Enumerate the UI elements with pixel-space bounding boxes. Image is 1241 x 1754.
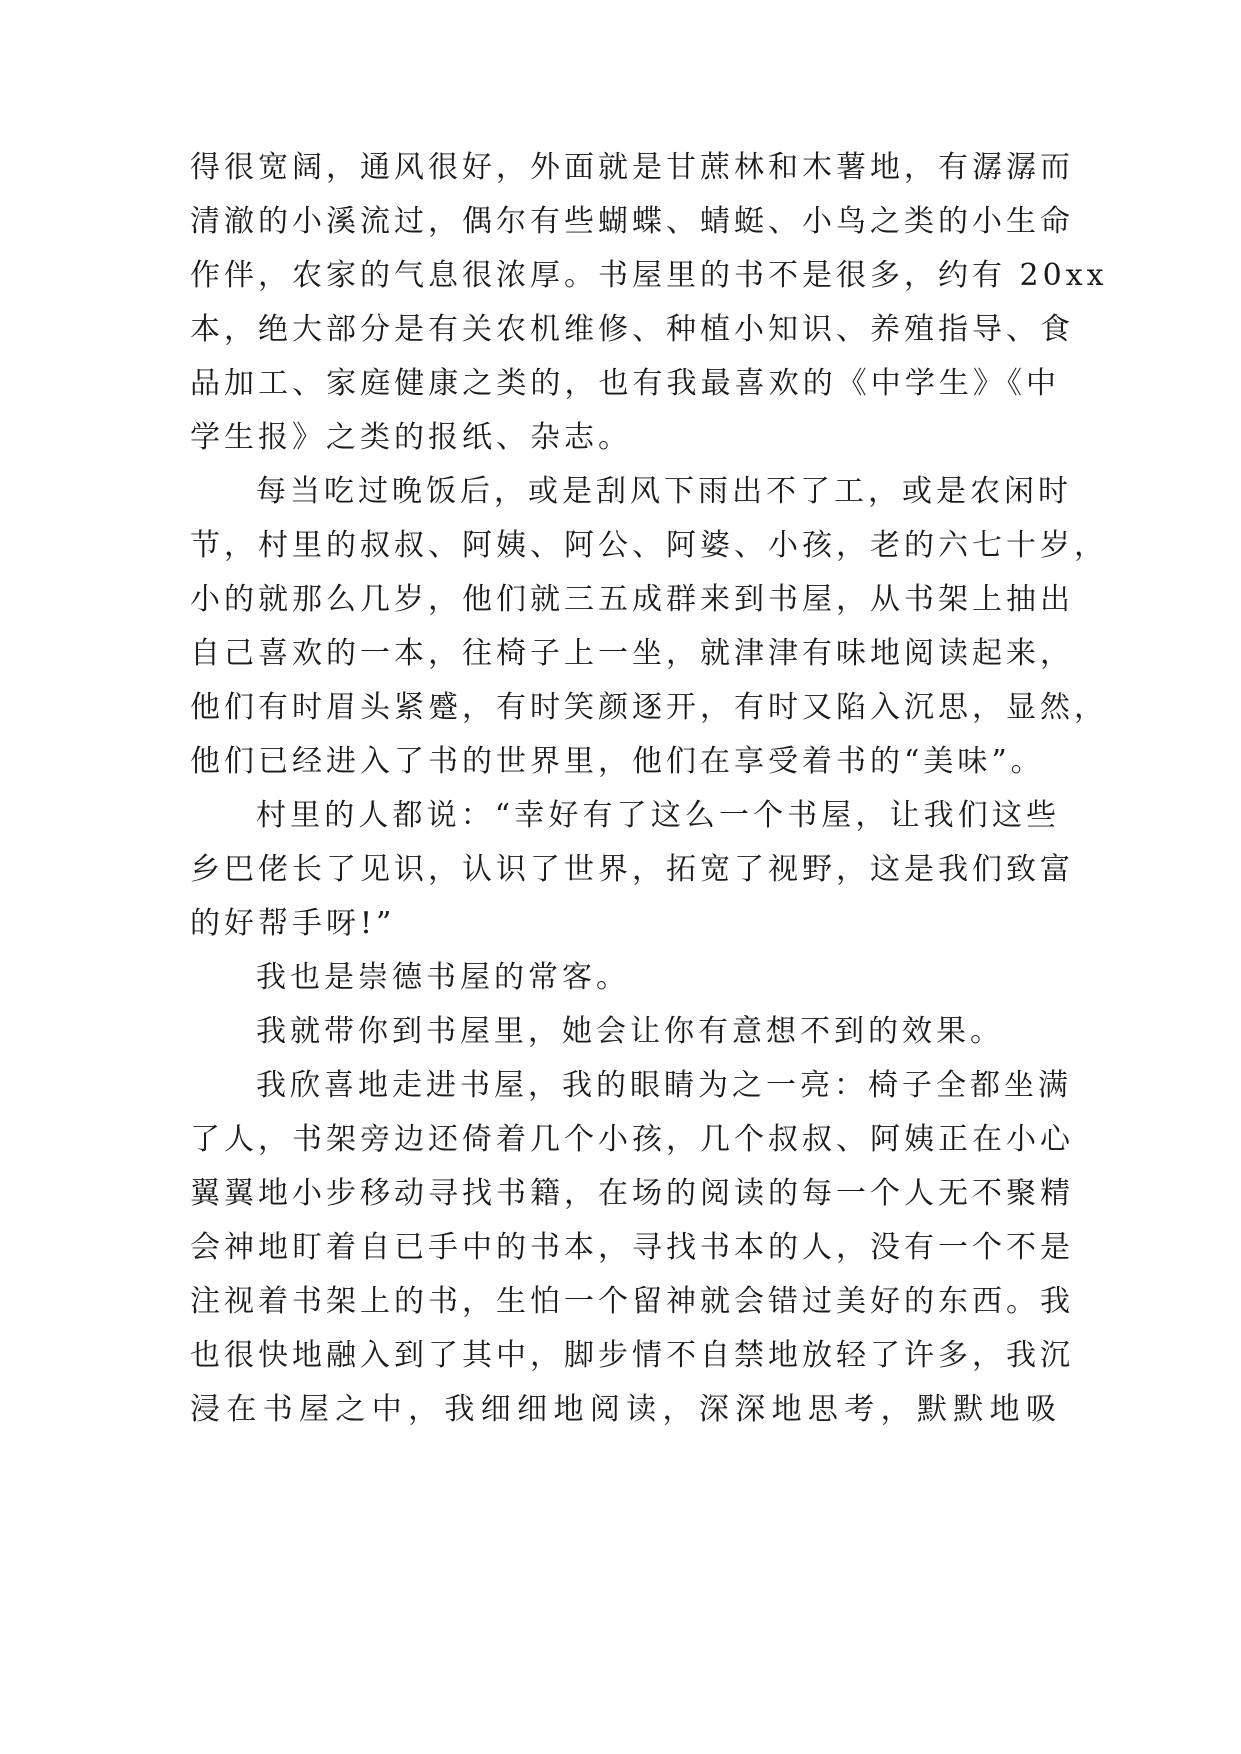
text-line: 得很宽阔，通风很好，外面就是甘蔗林和木薯地，有潺潺而 <box>190 150 1074 185</box>
text-line: 本，绝大部分是有关农机维修、种植小知识、养殖指导、食 <box>190 312 1074 347</box>
text-line: 节，村里的叔叔、阿姨、阿公、阿婆、小孩，老的六七十岁， <box>190 528 1108 563</box>
text-line: 了人，书架旁边还倚着几个小孩，几个叔叔、阿姨正在小心 <box>190 1122 1074 1157</box>
text-line: 也很快地融入到了其中，脚步情不自禁地放轻了许多，我沉 <box>190 1338 1074 1373</box>
paragraph-first-line: 我欣喜地走进书屋，我的眼睛为之一亮：椅子全都坐满 <box>256 1068 1072 1103</box>
text-line: 清澈的小溪流过，偶尔有些蝴蝶、蜻蜓、小鸟之类的小生命 <box>190 204 1074 239</box>
text-line: 的好帮手呀!” <box>190 906 396 941</box>
text-line: 注视着书架上的书，生怕一个留神就会错过美好的东西。我 <box>190 1284 1074 1319</box>
text-line: 自己喜欢的一本，往椅子上一坐，就津津有味地阅读起来， <box>190 636 1074 671</box>
paragraph-first-line: 村里的人都说：“幸好有了这么一个书屋，让我们这些 <box>256 798 1060 833</box>
text-line: 他们已经进入了书的世界里，他们在享受着书的“美味”。 <box>190 744 1045 779</box>
text-line: 翼翼地小步移动寻找书籍，在场的阅读的每一个人无不聚精 <box>190 1176 1074 1211</box>
text-line: 小的就那么几岁，他们就三五成群来到书屋，从书架上抽出 <box>190 582 1074 617</box>
paragraph-first-line: 我也是崇德书屋的常客。 <box>256 960 630 995</box>
text-line: 学生报》之类的报纸、杂志。 <box>190 420 632 455</box>
paragraph-first-line: 每当吃过晚饭后，或是刮风下雨出不了工，或是农闲时 <box>256 474 1072 509</box>
text-line: 品加工、家庭健康之类的，也有我最喜欢的《中学生》《中 <box>190 366 1060 401</box>
text-line: 乡巴佬长了见识，认识了世界，拓宽了视野，这是我们致富 <box>190 852 1074 887</box>
text-line: 浸在书屋之中，我细细地阅读，深深地思考，默默地吸 <box>190 1392 1060 1427</box>
paragraph-first-line: 我就带你到书屋里，她会让你有意想不到的效果。 <box>256 1014 1004 1049</box>
text-line: 会神地盯着自已手中的书本，寻找书本的人，没有一个不是 <box>190 1230 1074 1265</box>
text-line: 他们有时眉头紧蹙，有时笑颜逐开，有时又陷入沉思，显然， <box>190 690 1108 725</box>
text-line: 作伴，农家的气息很浓厚。书屋里的书不是很多，约有 20xx <box>190 258 1108 293</box>
